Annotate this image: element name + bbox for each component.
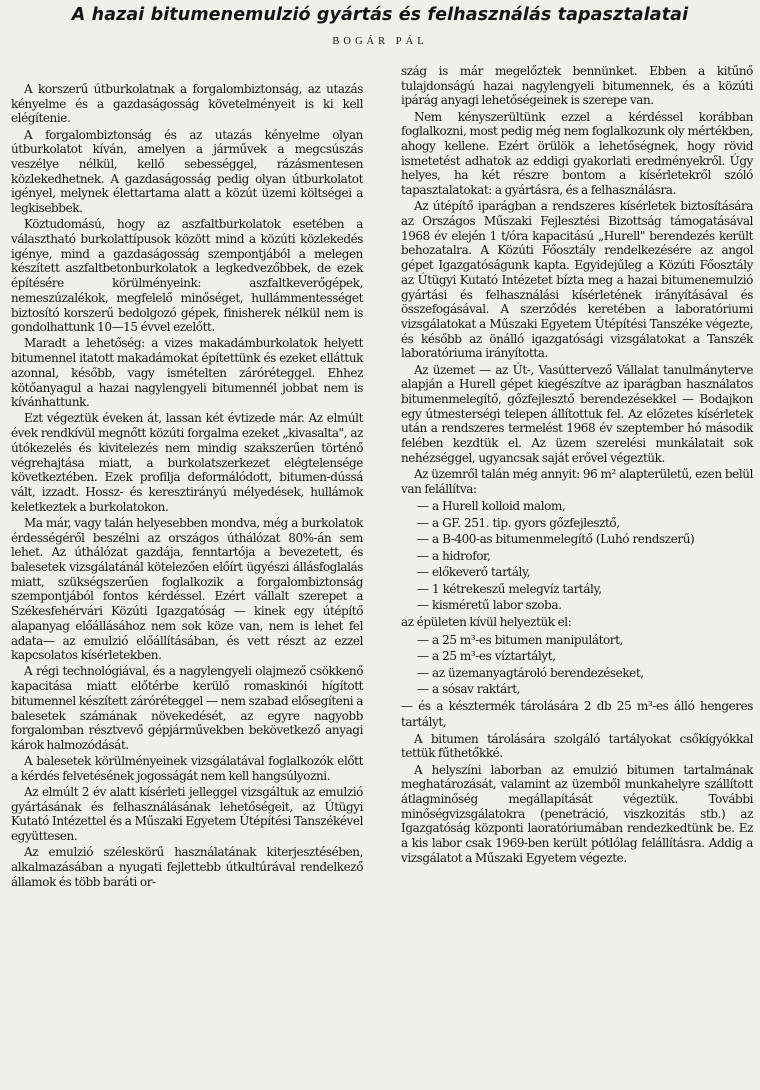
left-column (11, 82, 363, 889)
equipment-list-outside (401, 632, 753, 731)
paragraph: A forgalombiztonság és az utazás kényelme olyan útburkolatot kíván, amelyen a járművek a megcsúszás veszélye nélkül, kellő sebességgel, rázásmentesen közlekedhetnek. A gazdaságosság pedig olyan útburkolatot igényel, melynek élettartama alatt a közút üzemi költségei a legkisebbek. (11, 127, 363, 216)
list-item: — a hidrofor, (417, 548, 491, 563)
paragraph: Ma már, vagy talán helyesebben mondva, még a burkolatok érdességéről beszélni az országos úthálózat 80%-án sem lehet. Az úthálózat gazdája, fenntartója a bevezetett, és balesetek vizsgálatánál kötelezően előírt ügyészi állásfoglalás miatt, szükségszerűen foglalkozik a forgalombiztonság szempontjából fontos kérdéssel. Ezért vállalt szerepet a Székesfehérvári Közúti Igazgatóság — kinek egy útépítő alapanyag előállásához nem sok köze van, nem is lehet fel adata— az emulzió előállításában, és vett részt az ezzel kapcsolatos kísérletekben. (11, 515, 363, 663)
article-title: A hazai bitumenemulzió gyártás és felhasználás tapasztalatai (71, 5, 689, 25)
paragraph: Nem kényszerültünk ezzel a kérdéssel korábban foglalkozni, most pedig még nem foglalkozunk oly mértékben, ahogy kellene. Ezért örülök a lehetőségnek, hogy rövid ismetetést adhatok az eddigi gyakorlati eredményekről. Úgy helyes, ha két részre bontom a kísérletekről szóló tapasztalatokat: a gyártásra, és a felhasználásra. (401, 109, 753, 198)
list-item: — a Hurell kolloid malom, (417, 499, 566, 514)
paragraph: Ezt végeztük éveken át, lassan két évtizede már. Az elmúlt évek rendkívül megnőtt közúti forgalma ezeket „kivasalta", az útókezelés és kivitelezés nem mindig szakszerűen történő végrehajtása miatt, a burkolatszerkezet elégtelensége következtében. Ezek profilja deformálódott, bitumen-dússá vált, izzadt. Hossz- és keresztirányú mélyedések, hullámok keletkeztek a burkolatokon. (11, 411, 363, 514)
list-item: — és a késztermék tárolására 2 db 25 m³-es álló hengeres tartályt, (401, 698, 753, 730)
equipment-list-inside (401, 498, 753, 614)
right-column (401, 64, 753, 865)
list-item: — előkeverő tartály, (417, 565, 531, 580)
paragraph: Köztudomású, hogy az aszfaltburkolatok esetében a választható burkolattípusok között mind a közúti közlekedés igénye, mind a gazdaságosság szempontjából a melegen készített aszfaltbetonburkolatok a legkedvezőbbek, de ezek építésére körülményeink: aszfaltkeverőgépek, nemeszúzalékok, megfelelő minőséget, hullámmentességet biztosító korszerű bedolgozó gépek, finisherek nélkül nem is gondolhattunk 10—15 évvel ezelőtt. (11, 217, 363, 335)
paragraph: A korszerű útburkolatnak a forgalombiztonság, az utazás kényelme és a gazdaságosság követelményeit is ki kell elégítenie. (11, 82, 363, 126)
paragraph: A bitumen tárolására szolgáló tartályokat csőkígyókkal tettük fűthetőkké. (401, 731, 753, 761)
paragraph: Az üzemet — az Út-, Vasúttervező Vállalat tanulmányterve alapján a Hurell gépet kiegészítve az iparágban használatos bitumenmelegítő, gőzfejlesztő berendezésekkel — Bodajkon egy útmesterségi telepen állítottuk fel. Az előzetes kísérletek után a rendszeres termelést 1968 év szeptember hó második felében kezdtük el. Az üzem szerelési munkálatait sok nehézséggel, ugyancsak saját erővel végeztük. (401, 362, 753, 465)
list-item: — a GF. 251. tip. gyors gőzfejlesztő, (417, 515, 620, 530)
paragraph: szág is már megelőztek bennünket. Ebben a kitűnő tulajdonságú hazai nagylengyeli bitumennek, és a közúti ipárág anyagi lehetőségeinek is szerepe van. (401, 64, 753, 108)
paragraph: A balesetek körülményeinek vizsgálatával foglalkozók előtt a kérdés felvetésének jogosságát nem kell hangsúlyozni. (11, 754, 363, 783)
article-author: BOGÁR PÁL (332, 36, 428, 47)
paragraph: A régi technológiával, és a nagylengyeli olajmező csökkenő kapacitása miatt előtérbe kerülő romaskinói hígított bitumennel készített záróréteggel — nem szabad elősegíteni a balesetek számának növekedését, az egyre nagyobb forgalomban résztvevő gépjárművekben bekövetkező anyagi károk halmozódását. (11, 664, 363, 752)
list-item: — 1 kétrekeszű melegvíz tartály, (417, 581, 602, 596)
list-item: — kisméretű labor szoba. (417, 598, 562, 613)
list-item: — a sósav raktárt, (417, 682, 521, 697)
paragraph: A helyszíni laborban az emulzió bitumen tartalmának meghatározását, valamint az üzemből munkahelyre szállított átlagminőség megállapítását végeztük. További minőségvizsgálatokra (penetráció, viszkozitás stb.) az Igazgatóság központi laoratóriumában rendezkedtünk be. Ez a kis labor csak 1969-ben került pótlólag felállításra. Addig a vizsgálatot a Műszaki Egyetem végezte. (401, 762, 753, 865)
list-item: — a 25 m³-es bitumen manipulátort, (417, 632, 623, 647)
paragraph: Az emulzió széleskörű használatának kiterjesztésében, alkalmazásában a nyugati fejlettebb útkultúrával rendelkező államok és több baráti or- (11, 845, 363, 889)
outside-label: az épületen kívül helyeztük el: (401, 614, 572, 629)
list-item: — a 25 m³-es víztartályt, (417, 649, 556, 664)
list-item: — a B-400-as bitumenmelegítő (Luhó rendszerű) (417, 532, 695, 547)
paragraph: Maradt a lehetőség: a vizes makadámburkolatok helyett bitumennel itatott makadámokat építettünk és ezeket elláttuk azonnal, később, vagy ismételten záróréteggel. Ehhez kötőanyagul a hazai nagylengyeli bitumennél jobbat nem is kívánhattunk. (11, 336, 363, 410)
paragraph: Az üzemről talán még annyit: 96 m² alapterületű, ezen belül van felállítva: (401, 466, 753, 496)
list-item: — az üzemanyagtároló berendezéseket, (417, 665, 644, 680)
paragraph: Az útépítő iparágban a rendszeres kísérletek biztosítására az Országos Műszaki Fejlesztési Bizottság támogatásával 1968 év elején 1 t/óra kapacitású „Hurell" berendezés került behozatalra. A Közúti Főosztály rendelkezésére az angol gépet Igazgatóságunk kapta. Egyidejűleg a Közúti Főosztály az Útügyi Kutató Intézetet bízta meg a hazai bitumenemulzió gyártási és felhasználási kísérletének irányításával és összefogásával. A szerződés keretében a laboratóriumi vizsgálatokat a Műszaki Egyetem Útépítési Tanszéke végezte, és később az önálló igazgatósági vizsgálatokat a Tanszék laboratóriuma irányította. (401, 199, 753, 361)
paragraph: Az elmúlt 2 év alatt kísérleti jelleggel vizsgáltuk az emulzió gyártásának és felhasználásának lehetőségeit, az Útügyi Kutató Intézettel és a Műszaki Egyetem Útépítési Tanszékével együttesen. (11, 785, 363, 844)
